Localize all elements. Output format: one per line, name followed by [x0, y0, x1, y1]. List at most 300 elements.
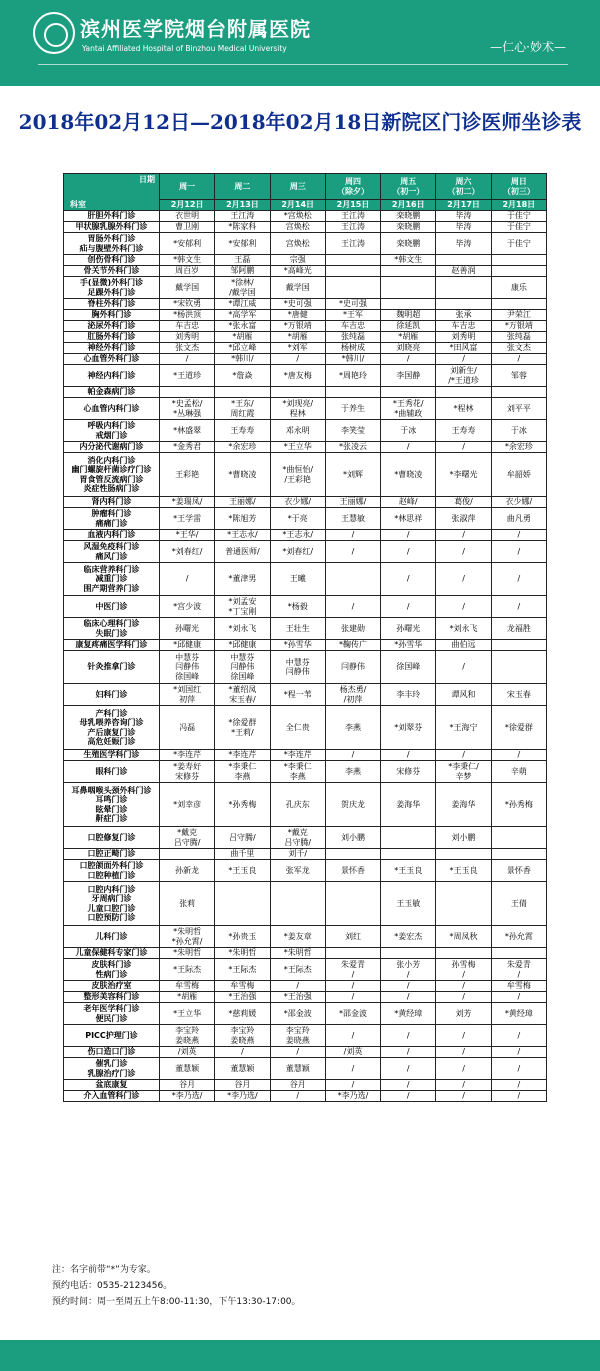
- doctor-cell: /: [436, 442, 491, 453]
- table-row: [64, 508, 547, 530]
- doctor-cell: *王海宁: [436, 706, 491, 750]
- doctor-cell: 王寿寿: [215, 420, 270, 442]
- doctor-cell: 刘小鹏: [325, 827, 380, 849]
- doctor-cell: *董绍凤 宋玉春/: [215, 684, 270, 706]
- doctor-cell: /: [381, 750, 436, 761]
- doctor-cell: *孙秀梅: [491, 783, 546, 827]
- doctor-cell: /: [381, 981, 436, 992]
- doctor-cell: [491, 266, 546, 277]
- doctor-cell: *杨毅: [270, 596, 325, 618]
- doctor-cell: *胡雁: [160, 992, 215, 1003]
- table-row: [64, 299, 547, 310]
- doctor-cell: *史可强: [270, 299, 325, 310]
- table-row: [64, 992, 547, 1003]
- doctor-cell: /: [436, 981, 491, 992]
- doctor-cell: 康乐: [491, 277, 546, 299]
- table-row: [64, 354, 547, 365]
- table-row: [64, 1047, 547, 1058]
- doctor-cell: *李秉仁 李燕: [270, 761, 325, 783]
- doctor-cell: *唐友梅: [270, 365, 325, 387]
- dept-cell: 呼吸内科门诊 戒烟门诊: [64, 420, 160, 442]
- doctor-cell: 张纯磊: [325, 332, 380, 343]
- doctor-cell: [436, 882, 491, 926]
- doctor-cell: 朱爱青 /: [491, 959, 546, 981]
- doctor-cell: /: [436, 750, 491, 761]
- date-header: 2月18日: [491, 200, 546, 211]
- doctor-cell: *宫少波: [160, 596, 215, 618]
- doctor-cell: *王道珍: [160, 365, 215, 387]
- doctor-cell: 王江涛: [325, 211, 380, 222]
- doctor-cell: 谷月: [160, 1080, 215, 1091]
- doctor-cell: *戴克 吕守腾/: [160, 827, 215, 849]
- dept-cell: 眼科门诊: [64, 761, 160, 783]
- doctor-cell: *王治强: [215, 992, 270, 1003]
- doctor-cell: /: [436, 651, 491, 684]
- doctor-cell: 宫焕松: [270, 222, 325, 233]
- doctor-cell: [491, 849, 546, 860]
- day-header: 周五 （初一）: [381, 174, 436, 200]
- day-header: 周三: [270, 174, 325, 200]
- doctor-cell: 刘小鹏: [436, 827, 491, 849]
- dept-cell: 产科门诊 母乳喂养咨询门诊 产后康复门诊 高危妊娠门诊: [64, 706, 160, 750]
- table-row: [64, 1091, 547, 1102]
- doctor-cell: *王际杰: [270, 959, 325, 981]
- doctor-cell: 曲千里: [215, 849, 270, 860]
- doctor-cell: /: [436, 992, 491, 1003]
- table-row: [64, 277, 547, 299]
- doctor-cell: [325, 563, 380, 596]
- doctor-cell: 刘千/: [270, 849, 325, 860]
- header-banner: [0, 0, 600, 86]
- doctor-cell: *王玉良: [381, 860, 436, 882]
- doctor-cell: *金秀君: [160, 442, 215, 453]
- doctor-cell: [491, 299, 546, 310]
- table-row: [64, 1003, 547, 1025]
- doctor-cell: 张莉: [160, 882, 215, 926]
- dept-cell: 儿科门诊: [64, 926, 160, 948]
- doctor-cell: [436, 387, 491, 398]
- schedule-table: [63, 173, 547, 1102]
- page-title: 2018年02月12日—2018年02月18日新院区门诊医师坐诊表: [18, 110, 582, 134]
- doctor-cell: 徐国峰: [381, 651, 436, 684]
- day-header: 周日 （初三）: [491, 174, 546, 200]
- doctor-cell: *朱明哲: [270, 948, 325, 959]
- doctor-cell: *余宏珍: [491, 442, 546, 453]
- date-header: 2月12日: [160, 200, 215, 211]
- table-row: [64, 497, 547, 508]
- table-row: [64, 948, 547, 959]
- table-row: [64, 1025, 547, 1047]
- dept-cell: 手(显微)外科门诊 足踝外科门诊: [64, 277, 160, 299]
- table-row: [64, 827, 547, 849]
- doctor-cell: /: [491, 1091, 546, 1102]
- notes-block: [52, 1262, 301, 1310]
- doctor-cell: [160, 849, 215, 860]
- dept-cell: 肝胆外科门诊: [64, 211, 160, 222]
- dept-cell: 皮肤治疗室: [64, 981, 160, 992]
- dept-cell: 伤口造口门诊: [64, 1047, 160, 1058]
- doctor-cell: /: [491, 354, 546, 365]
- doctor-cell: /刘英: [325, 1047, 380, 1058]
- date-header: 2月16日: [381, 200, 436, 211]
- doctor-cell: *胡雁: [215, 332, 270, 343]
- doctor-cell: *孙秀梅: [215, 783, 270, 827]
- doctor-cell: 孙新龙: [160, 860, 215, 882]
- doctor-cell: *朱明哲: [215, 948, 270, 959]
- doctor-cell: *孙允霄: [491, 926, 546, 948]
- doctor-cell: 赵善润: [436, 266, 491, 277]
- doctor-cell: [381, 266, 436, 277]
- doctor-cell: /: [381, 354, 436, 365]
- dept-cell: 儿童保健科专家门诊: [64, 948, 160, 959]
- dept-cell: 神经外科门诊: [64, 343, 160, 354]
- doctor-cell: 衣世明: [160, 211, 215, 222]
- table-row: [64, 233, 547, 255]
- doctor-cell: /: [270, 981, 325, 992]
- doctor-cell: /: [270, 1047, 325, 1058]
- doctor-cell: /: [436, 354, 491, 365]
- doctor-cell: 李宝羚 姜晓燕: [160, 1025, 215, 1047]
- table-row: [64, 398, 547, 420]
- dept-cell: 临床心理科门诊 失眠门诊: [64, 618, 160, 640]
- doctor-cell: 毕涛: [436, 222, 491, 233]
- table-row: [64, 563, 547, 596]
- doctor-cell: [491, 651, 546, 684]
- corner-date-label: 日期: [139, 175, 155, 184]
- dept-cell: 针灸推拿门诊: [64, 651, 160, 684]
- table-row: [64, 783, 547, 827]
- footer-band: [0, 1340, 600, 1371]
- doctor-cell: [160, 387, 215, 398]
- doctor-cell: 辛萌: [491, 761, 546, 783]
- doctor-cell: [325, 266, 380, 277]
- date-header: 2月17日: [436, 200, 491, 211]
- table-row: [64, 343, 547, 354]
- doctor-cell: /: [436, 563, 491, 596]
- doctor-cell: 王江涛: [215, 211, 270, 222]
- table-row: [64, 332, 547, 343]
- dept-cell: 血液内科门诊: [64, 530, 160, 541]
- doctor-cell: *刘幸彦: [160, 783, 215, 827]
- doctor-cell: [436, 277, 491, 299]
- dept-cell: 肾内科门诊: [64, 497, 160, 508]
- doctor-cell: /: [491, 1080, 546, 1091]
- dept-cell: 内分泌代谢病门诊: [64, 442, 160, 453]
- doctor-cell: 中慧芬 闫静伟 徐国峰: [160, 651, 215, 684]
- table-row: [64, 926, 547, 948]
- table-row: [64, 420, 547, 442]
- table-row: [64, 860, 547, 882]
- doctor-cell: 毕涛: [436, 211, 491, 222]
- table-row: [64, 541, 547, 563]
- table-row: [64, 651, 547, 684]
- doctor-cell: [325, 849, 380, 860]
- doctor-cell: *王际杰: [160, 959, 215, 981]
- doctor-cell: 张文杰: [160, 343, 215, 354]
- dept-cell: 甲状腺乳腺外科门诊: [64, 222, 160, 233]
- doctor-cell: 邹阿鹏: [215, 266, 270, 277]
- table-row: [64, 706, 547, 750]
- dept-cell: 肛肠外科门诊: [64, 332, 160, 343]
- note-hours: 预约时间：周一至周五上午8:00-11:30，下午13:30-17:00。: [52, 1297, 301, 1307]
- doctor-cell: 牟韶娇: [491, 453, 546, 497]
- doctor-cell: /: [325, 541, 380, 563]
- doctor-cell: *史孟松/ *丛琳强: [160, 398, 215, 420]
- dept-cell: PICC护理门诊: [64, 1025, 160, 1047]
- date-header: 2月13日: [215, 200, 270, 211]
- dept-cell: 介入血管科门诊: [64, 1091, 160, 1102]
- doctor-cell: *杨洪顶: [160, 310, 215, 321]
- table-header-days: [64, 174, 547, 200]
- doctor-cell: *邵金波: [325, 1003, 380, 1025]
- doctor-cell: *王治强: [270, 992, 325, 1003]
- doctor-cell: *曲恒怡/ /王彩艳: [270, 453, 325, 497]
- table-row: [64, 387, 547, 398]
- doctor-cell: 王慧敏: [325, 508, 380, 530]
- doctor-cell: *李连芹: [215, 750, 270, 761]
- doctor-cell: *高峰光: [270, 266, 325, 277]
- doctor-cell: 王彩艳: [160, 453, 215, 497]
- doctor-cell: *胡雁: [270, 332, 325, 343]
- doctor-cell: *王立华: [160, 1003, 215, 1025]
- doctor-cell: *程一苇: [270, 684, 325, 706]
- doctor-cell: *徐爱群: [491, 706, 546, 750]
- doctor-cell: [436, 948, 491, 959]
- dept-cell: 胸外科门诊: [64, 310, 160, 321]
- dept-cell: 整形美容科门诊: [64, 992, 160, 1003]
- doctor-cell: [270, 387, 325, 398]
- doctor-cell: /: [270, 1091, 325, 1102]
- doctor-cell: [491, 827, 546, 849]
- table-row: [64, 849, 547, 860]
- doctor-cell: *王学雷: [160, 508, 215, 530]
- doctor-cell: 宋玉春: [491, 684, 546, 706]
- header-divider: [38, 64, 568, 65]
- doctor-cell: 董慧颖: [215, 1058, 270, 1080]
- doctor-cell: 李宝羚 姜晓燕: [215, 1025, 270, 1047]
- doctor-cell: *韩文生: [160, 255, 215, 266]
- doctor-cell: *万银靖: [491, 321, 546, 332]
- doctor-cell: /: [436, 1025, 491, 1047]
- doctor-cell: 于佳宁: [491, 233, 546, 255]
- doctor-cell: *王秀花/ *曲辅政: [381, 398, 436, 420]
- doctor-cell: 尹荣江: [491, 310, 546, 321]
- doctor-cell: *邱健康: [215, 640, 270, 651]
- doctor-cell: *高学军: [215, 310, 270, 321]
- doctor-cell: [325, 882, 380, 926]
- doctor-cell: 于养生: [325, 398, 380, 420]
- table-row: [64, 442, 547, 453]
- doctor-cell: /: [436, 1080, 491, 1091]
- table-row: [64, 211, 547, 222]
- table-row: [64, 761, 547, 783]
- table-row: [64, 1058, 547, 1080]
- doctor-cell: 车吉忠: [160, 321, 215, 332]
- hospital-motto: —仁心·妙术—: [490, 40, 566, 54]
- doctor-cell: 王寿寿: [436, 420, 491, 442]
- doctor-cell: *曹晓凌: [381, 453, 436, 497]
- doctor-cell: *万银靖: [270, 321, 325, 332]
- doctor-cell: 毕涛: [436, 233, 491, 255]
- doctor-cell: 刘芳: [436, 1003, 491, 1025]
- dept-cell: 口腔正畸门诊: [64, 849, 160, 860]
- doctor-cell: *徐爱群 *王莉/: [215, 706, 270, 750]
- doctor-cell: 吕守腾/: [215, 827, 270, 849]
- doctor-cell: [215, 882, 270, 926]
- doctor-cell: *曹晓凌: [215, 453, 270, 497]
- doctor-cell: 于冰: [381, 420, 436, 442]
- day-header: 周二: [215, 174, 270, 200]
- doctor-cell: [436, 849, 491, 860]
- doctor-cell: 栾晓鹏: [381, 233, 436, 255]
- doctor-cell: *刘现亮/ 程林: [270, 398, 325, 420]
- doctor-cell: /: [491, 992, 546, 1003]
- dept-cell: 胃肠外科门诊 疝与腹壁外科门诊: [64, 233, 160, 255]
- doctor-cell: [325, 948, 380, 959]
- doctor-cell: 谭风和: [436, 684, 491, 706]
- doctor-cell: /: [215, 1047, 270, 1058]
- doctor-cell: 姜海华: [381, 783, 436, 827]
- doctor-cell: *韩川/: [325, 354, 380, 365]
- doctor-cell: 于佳宁: [491, 222, 546, 233]
- doctor-cell: [381, 387, 436, 398]
- doctor-cell: *王立华: [270, 442, 325, 453]
- dept-cell: 催乳门诊 乳腺治疗门诊: [64, 1058, 160, 1080]
- doctor-cell: *刘春红/: [270, 541, 325, 563]
- doctor-cell: *刘孟安 *丁宝刚: [215, 596, 270, 618]
- doctor-cell: *安郁利: [215, 233, 270, 255]
- doctor-cell: *董津男: [215, 563, 270, 596]
- doctor-cell: 曲凡勇: [491, 508, 546, 530]
- doctor-cell: *田风富: [436, 343, 491, 354]
- table-row: [64, 321, 547, 332]
- doctor-cell: /: [381, 1091, 436, 1102]
- table-row: [64, 981, 547, 992]
- dept-cell: 创伤骨科门诊: [64, 255, 160, 266]
- doctor-cell: [491, 387, 546, 398]
- doctor-cell: *李乃选/: [325, 1091, 380, 1102]
- doctor-cell: /: [436, 1091, 491, 1102]
- doctor-cell: *李连芹: [270, 750, 325, 761]
- doctor-cell: 牟雪梅: [215, 981, 270, 992]
- hospital-name-cn: 滨州医学院烟台附属医院: [80, 17, 311, 41]
- table-row: [64, 684, 547, 706]
- doctor-cell: 张承: [436, 310, 491, 321]
- doctor-cell: 魏明超: [381, 310, 436, 321]
- table-row: [64, 453, 547, 497]
- doctor-cell: 曹卫刚: [160, 222, 215, 233]
- doctor-cell: 中慧芬 闫静伟 徐国峰: [215, 651, 270, 684]
- dept-cell: 帕金森病门诊: [64, 387, 160, 398]
- dept-cell: 老年医学科门诊 便民门诊: [64, 1003, 160, 1025]
- doctor-cell: [325, 255, 380, 266]
- corner-cell: [64, 174, 160, 211]
- doctor-cell: 冯磊: [160, 706, 215, 750]
- doctor-cell: *姜寿好 宋修芬: [160, 761, 215, 783]
- doctor-cell: *王志永/: [270, 530, 325, 541]
- doctor-cell: /: [325, 596, 380, 618]
- doctor-cell: 栾晓鹏: [381, 211, 436, 222]
- doctor-cell: *王军: [325, 310, 380, 321]
- doctor-cell: 李燕: [325, 706, 380, 750]
- doctor-cell: *刘翠芬: [381, 706, 436, 750]
- doctor-cell: *王东/ 周红霞: [215, 398, 270, 420]
- doctor-cell: *李秉仁/ 辛梦: [436, 761, 491, 783]
- doctor-cell: *刘国红 初萍: [160, 684, 215, 706]
- doctor-cell: 刘秀明: [160, 332, 215, 343]
- doctor-cell: 赵峰/: [381, 497, 436, 508]
- dept-cell: 泌尿外科门诊: [64, 321, 160, 332]
- doctor-cell: *韩文生: [381, 255, 436, 266]
- doctor-cell: /: [381, 442, 436, 453]
- dept-cell: 消化内科门诊 幽门螺旋杆菌诊疗门诊 胃食管反流病门诊 炎症性肠病门诊: [64, 453, 160, 497]
- doctor-cell: 王曦: [270, 563, 325, 596]
- doctor-cell: *王际杰: [215, 959, 270, 981]
- doctor-cell: 于冰: [491, 420, 546, 442]
- doctor-cell: *姜宏杰: [381, 926, 436, 948]
- doctor-cell: 张淑萍: [436, 508, 491, 530]
- doctor-cell: *张永富: [215, 321, 270, 332]
- doctor-cell: *詹焱: [215, 365, 270, 387]
- doctor-cell: *安郁利: [160, 233, 215, 255]
- doctor-cell: 孔庆东: [270, 783, 325, 827]
- doctor-cell: 王丽娜/: [325, 497, 380, 508]
- day-header: 周四 （除夕）: [325, 174, 380, 200]
- doctor-cell: *刘辉: [325, 453, 380, 497]
- doctor-cell: 王倩: [491, 882, 546, 926]
- doctor-cell: *刘永飞: [436, 618, 491, 640]
- doctor-cell: [381, 827, 436, 849]
- dept-cell: 康复疼痛医学科门诊: [64, 640, 160, 651]
- date-header: 2月14日: [270, 200, 325, 211]
- doctor-cell: /: [325, 981, 380, 992]
- table-row: [64, 750, 547, 761]
- doctor-cell: 闫静伟: [325, 651, 380, 684]
- doctor-cell: 刘秀明: [436, 332, 491, 343]
- doctor-cell: *刘军: [270, 343, 325, 354]
- doctor-cell: /: [381, 1047, 436, 1058]
- doctor-cell: 戴学国: [160, 277, 215, 299]
- dept-cell: 皮肤科门诊 性病门诊: [64, 959, 160, 981]
- doctor-cell: [270, 882, 325, 926]
- doctor-cell: /刘英: [160, 1047, 215, 1058]
- doctor-cell: /: [436, 1047, 491, 1058]
- dept-cell: 心血管内科门诊: [64, 398, 160, 420]
- doctor-cell: *林思祥: [381, 508, 436, 530]
- doctor-cell: 董慧颖: [160, 1058, 215, 1080]
- doctor-cell: *胡雁: [381, 332, 436, 343]
- doctor-cell: /: [325, 1080, 380, 1091]
- doctor-cell: /: [381, 1025, 436, 1047]
- doctor-cell: /: [381, 563, 436, 596]
- doctor-cell: [491, 255, 546, 266]
- doctor-cell: /: [491, 530, 546, 541]
- doctor-cell: 车吉忠: [436, 321, 491, 332]
- doctor-cell: 戴学国: [270, 277, 325, 299]
- doctor-cell: *余宏珍: [215, 442, 270, 453]
- doctor-cell: 全仁贵: [270, 706, 325, 750]
- doctor-cell: *韩川/: [215, 354, 270, 365]
- doctor-cell: 曲伯远: [436, 640, 491, 651]
- doctor-cell: *朱明哲 *孙允霄/: [160, 926, 215, 948]
- doctor-cell: *陈家科: [215, 222, 270, 233]
- doctor-cell: 王磊: [215, 255, 270, 266]
- doctor-cell: *宫焕松: [270, 211, 325, 222]
- doctor-cell: /: [491, 563, 546, 596]
- table-row: [64, 882, 547, 926]
- doctor-cell: 李丰玲: [381, 684, 436, 706]
- doctor-cell: *张凌云: [325, 442, 380, 453]
